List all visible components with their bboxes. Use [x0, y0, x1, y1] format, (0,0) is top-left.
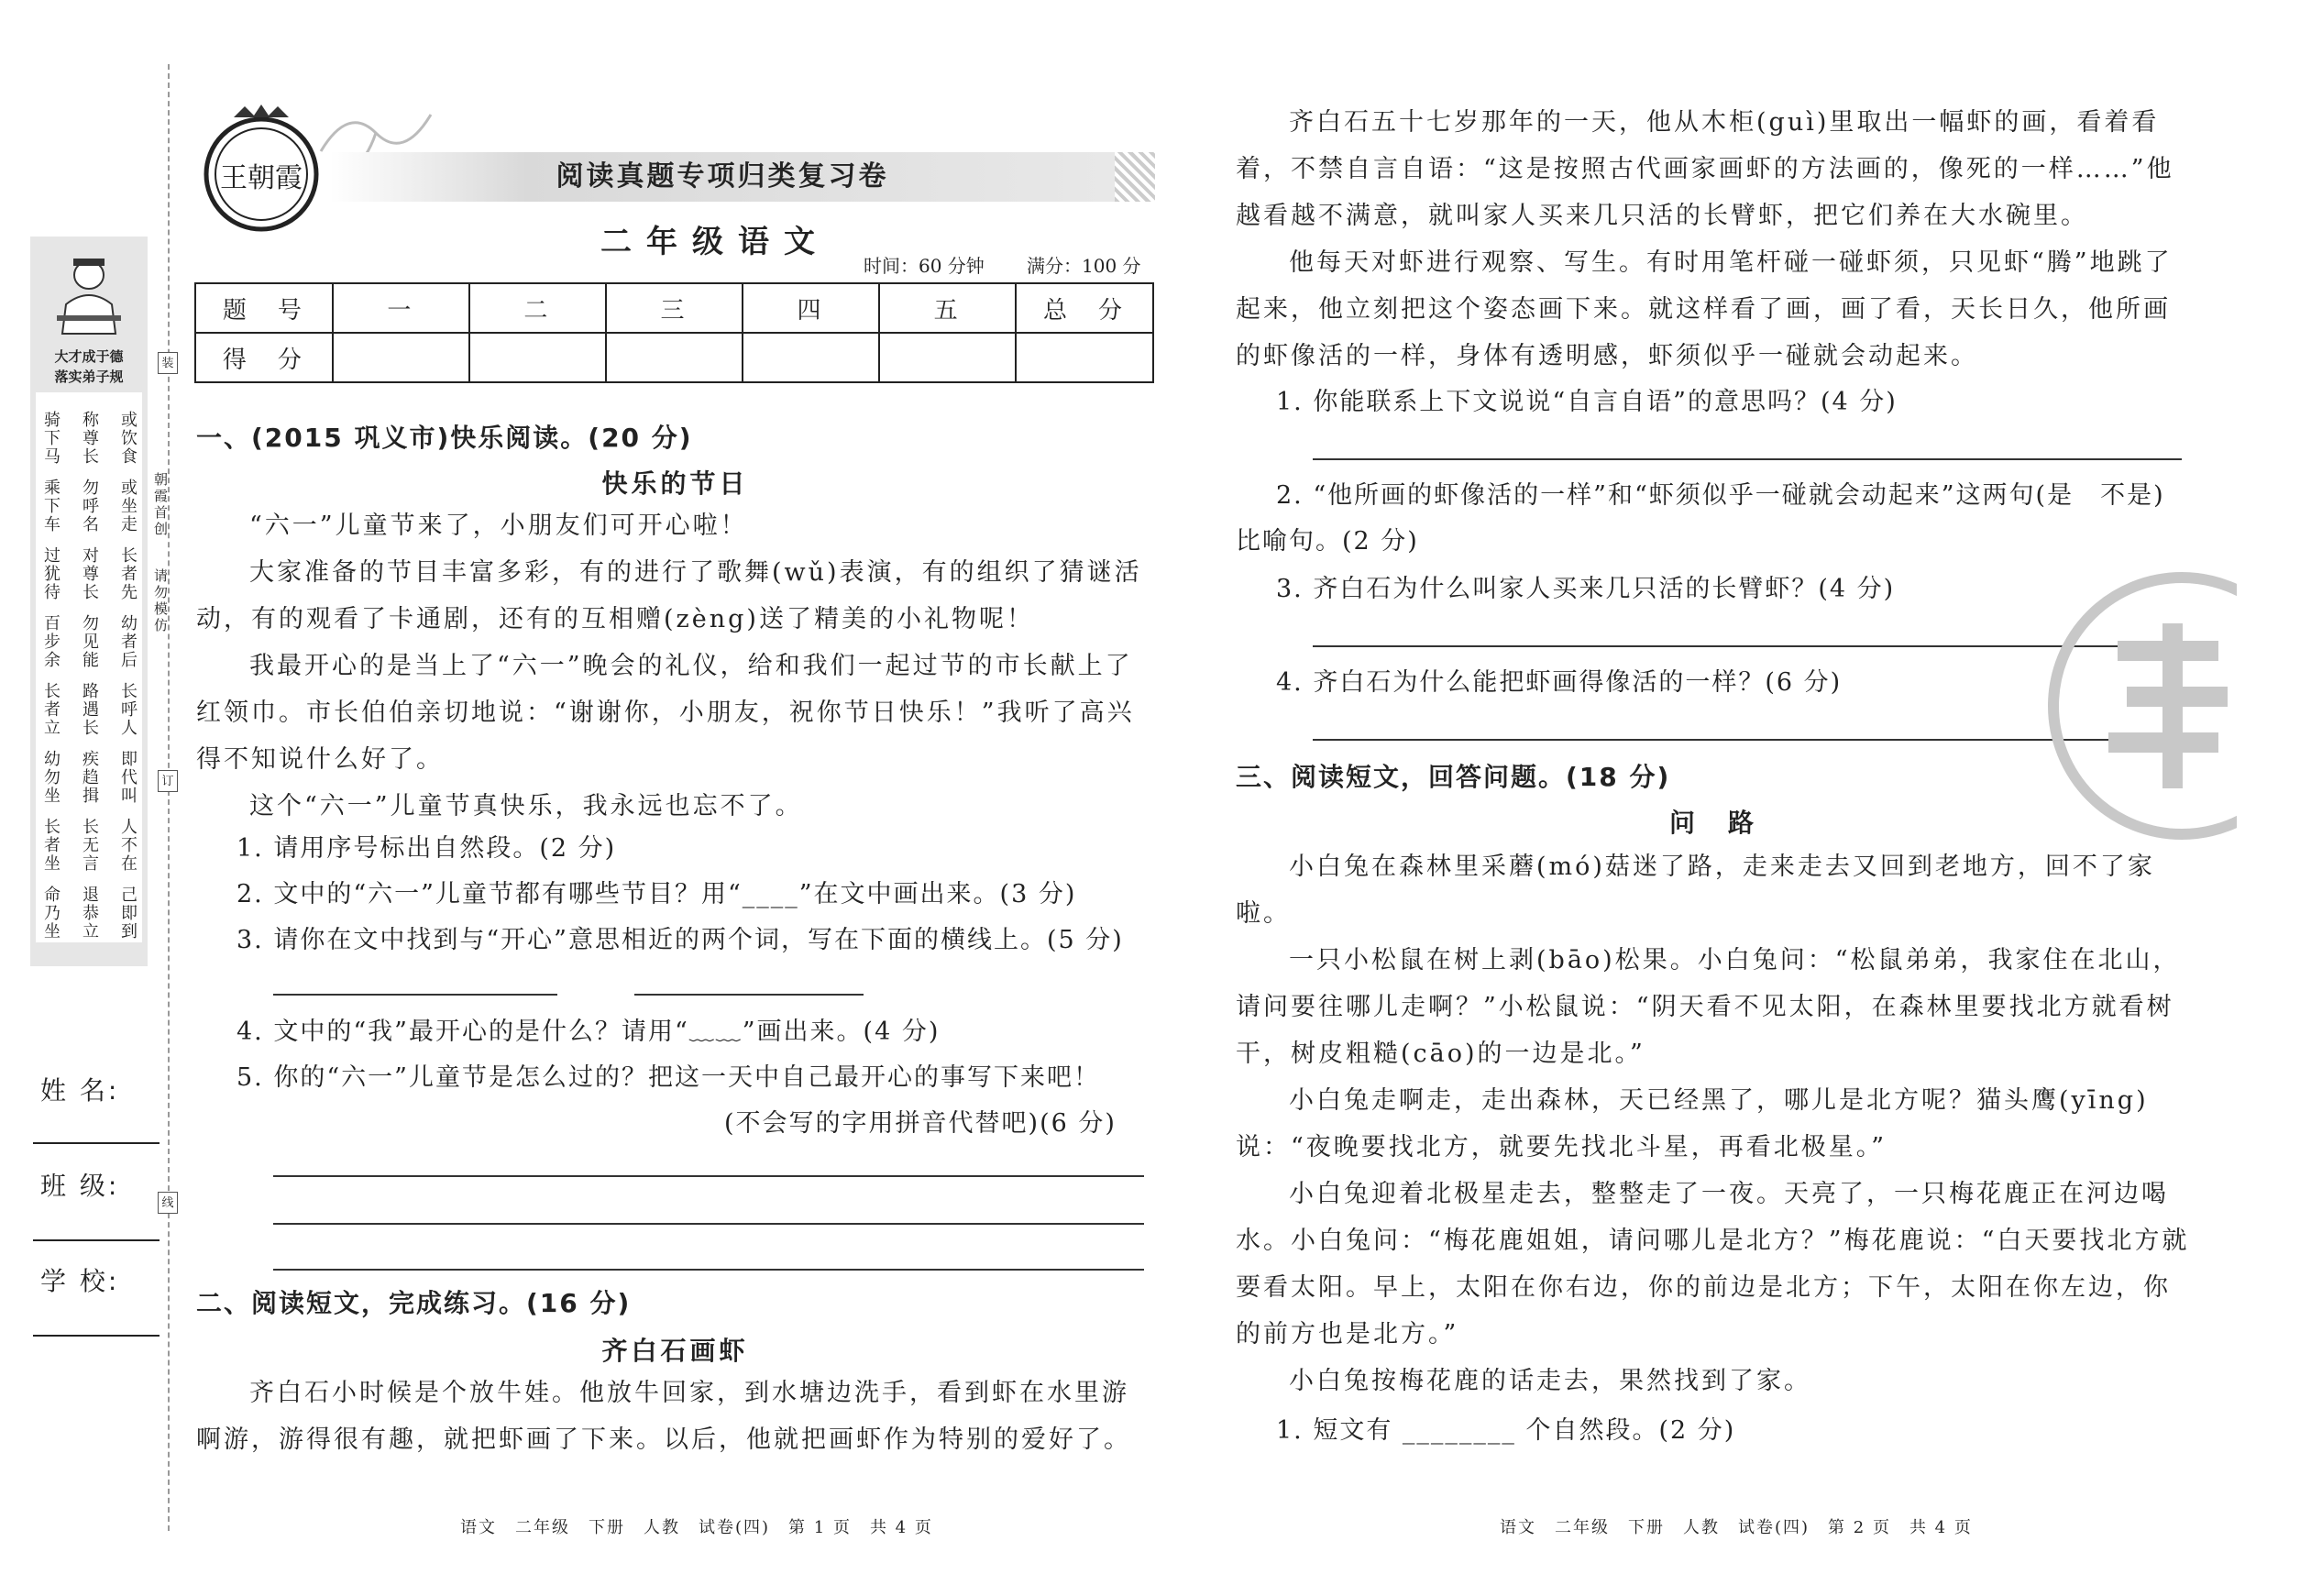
vertical-note-1: 朝霞首创 [152, 472, 169, 538]
rule-text: 长呼人 [118, 682, 138, 737]
section1-q5-answer-line-1[interactable] [273, 1175, 1144, 1177]
section3-paragraph: 小白兔走啊走，走出森林，天已经黑了，哪儿是北方呢？猫头鹰(yīng)说：“夜晚要找北方，就要先找北斗星，再看北极星。” [1236, 1086, 2149, 1161]
rule-text: 对尊长 [80, 546, 99, 601]
rule-text: 疾趋揖 [80, 750, 99, 805]
section1-q5-answer-line-2[interactable] [273, 1223, 1144, 1225]
school-input-line[interactable] [33, 1335, 160, 1337]
section3-question-1: 1. 短文有 ________ 个自然段。(2 分) [1276, 1416, 1736, 1445]
rule-text: 命乃坐 [41, 886, 61, 941]
rule-text: 过犹待 [41, 546, 61, 601]
score-cell-3: 三 [606, 283, 743, 333]
section2-paragraph: 齐白石五十七岁那年的一天，他从木柜(guì)里取出一幅虾的画，看着看着，不禁自言自语：“这是按照古代画家画虾的方法画的，像死的一样……”他越看越不满意，就叫家人买来几只活的长臂虾，把它们养在大水碗里。 [1236, 108, 2174, 230]
rules-group [39, 805, 138, 873]
rule-text: 路遇长 [80, 682, 99, 737]
score-row-label: 得 分 [195, 333, 333, 382]
section2-question-4: 4. 齐白石为什么能把虾画得像活的一样？(6 分) [1276, 668, 1843, 697]
binding-seal-3: 线 [158, 1192, 178, 1214]
rules-grid [36, 392, 142, 946]
rule-text: 长无言 [80, 818, 99, 873]
score-input-3[interactable] [606, 333, 743, 382]
section2-article-part1 [196, 1370, 1154, 1463]
rule-text: 骑下马 [41, 411, 61, 466]
section3-paragraph: 小白兔迎着北极星走去，整整走了一夜。天亮了，一只梅花鹿正在河边喝水。小白兔问：“梅花鹿姐姐，请问哪儿是北方？”梅花鹿说：“白天要找北方就要看太阳。早上，太阳在你右边，你的前边是北方；下午，太阳在你左边，你的前方也是北方。” [1236, 1180, 2190, 1348]
rule-text: 或饮食 [118, 411, 138, 466]
section2-heading: 二、阅读短文，完成练习。(16 分) [196, 1288, 632, 1318]
rule-text: 人不在 [118, 818, 138, 873]
section1-article-title: 快乐的节日 [601, 468, 749, 499]
section2-question-3: 3. 齐白石为什么叫家人买来几只活的长臂虾？(4 分) [1276, 575, 1896, 603]
score-input-5[interactable] [879, 333, 1016, 382]
class-input-line[interactable] [33, 1239, 160, 1241]
rule-text: 乘下车 [41, 479, 61, 534]
binding-seal-2: 订 [158, 770, 178, 792]
section3-article [1236, 843, 2191, 1404]
rule-text: 长者立 [41, 682, 61, 737]
section1-paragraph: 大家准备的节目丰富多彩，有的进行了歌舞(wǔ)表演，有的组织了猜谜活动，有的观看了卡通剧，还有的互相赠(zèng)送了精美的小礼物呢！ [196, 558, 1142, 633]
rule-text: 幼勿坐 [41, 750, 61, 805]
rule-text: 长者先 [118, 546, 138, 601]
rules-group [39, 534, 138, 601]
rule-text: 勿呼名 [80, 479, 99, 534]
class-label: 班 级: [40, 1171, 120, 1201]
name-label: 姓 名: [40, 1075, 120, 1106]
score-cell-4: 四 [743, 283, 879, 333]
section1-article [196, 502, 1154, 830]
rule-text: 称尊长 [80, 411, 99, 466]
section2-article-part2 [1236, 99, 2191, 380]
rule-text: 己即到 [118, 886, 138, 941]
rule-text: 退恭立 [80, 886, 99, 941]
section3-paragraph: 小白兔按梅花鹿的话走去，果然找到了家。 [1289, 1367, 1811, 1395]
section1-heading: 一、(2015 巩义市)快乐阅读。(20 分) [196, 423, 693, 453]
section1-q3-answer-line-1[interactable] [273, 994, 557, 996]
logo-text: 王朝霞 [220, 162, 303, 194]
rules-group [39, 466, 138, 534]
section1-paragraph: 我最开心的是当上了“六一”晚会的礼仪，给和我们一起过节的市长献上了红领巾。市长伯伯亲切地说：“谢谢你，小朋友，祝你节日快乐！”我听了高兴得不知说什么好了。 [196, 652, 1135, 774]
vertical-note-2: 请勿模仿 [152, 568, 169, 634]
score-table [194, 282, 1154, 383]
score-input-total[interactable] [1016, 333, 1153, 382]
rules-group [39, 669, 138, 737]
section1-question-5: 5. 你的“六一”儿童节是怎么过的？把这一天中自己最开心的事写下来吧！ [237, 1063, 1100, 1092]
rule-text: 勿见能 [80, 614, 99, 669]
section3-paragraph: 小白兔在森林里采蘑(mó)菇迷了路，走来走去又回到老地方，回不了家啦。 [1236, 853, 2155, 928]
score-cell-label: 题 号 [195, 283, 333, 333]
score-cell-2: 二 [469, 283, 606, 333]
rule-text: 幼者后 [118, 614, 138, 669]
score-table-input-row [195, 333, 1153, 382]
score-cell-1: 一 [333, 283, 469, 333]
rule-text: 或坐走 [118, 479, 138, 534]
school-label: 学 校: [40, 1266, 120, 1296]
section3-paragraph: 一只小松鼠在树上剥(bāo)松果。小白兔问：“松鼠弟弟，我家住在北山，请问要往哪儿走啊？”小松鼠说：“阴天看不见太阳，在森林里要找北方就看树干，树皮粗糙(cāo)的一边是北。” [1236, 946, 2181, 1068]
section2-paragraph: 齐白石小时候是个放牛娃。他放牛回家，到水塘边洗手，看到虾在水里游啊游，游得很有趣，就把虾画了下来。以后，他就把画虾作为特别的爱好了。 [196, 1379, 1131, 1454]
section1-question-5-note: (不会写的字用拼音代替吧)(6 分) [724, 1109, 1117, 1138]
section1-question-4: 4. 文中的“我”最开心的是什么？请用“﹏﹏”画出来。(4 分) [237, 1018, 941, 1046]
banner-pattern [1115, 152, 1155, 202]
watermark-stamp-icon [2035, 568, 2237, 843]
rule-text: 长者坐 [41, 818, 61, 873]
section2-question-2: 2. “他所画的虾像活的一样”和“虾须似乎一碰就会动起来”这两句(是 不是)比喻句。(2 分) [1236, 481, 2165, 556]
binding-seal-1: 装 [158, 352, 178, 374]
rules-group [39, 601, 138, 669]
binding-dashed-line [168, 64, 170, 1531]
exam-full-score: 满分：100 分 [1027, 255, 1141, 277]
footer-right: 语文 二年级 下册 人教 试卷(四) 第 2 页 共 4 页 [1500, 1518, 1973, 1537]
section1-q5-answer-line-3[interactable] [273, 1269, 1144, 1271]
section1-q3-answer-line-2[interactable] [634, 994, 864, 996]
sidebar-rules-inner [36, 392, 142, 942]
section1-question-2: 2. 文中的“六一”儿童节都有哪些节目？用“____”在文中画出来。(3 分) [237, 880, 1077, 908]
score-input-1[interactable] [333, 333, 469, 382]
sidebar-rules-panel [30, 237, 148, 966]
section1-question-1: 1. 请用序号标出自然段。(2 分) [237, 834, 617, 863]
scholar-figure-icon [48, 249, 130, 341]
title-banner [330, 152, 1115, 202]
rule-text: 即代叫 [118, 750, 138, 805]
section3-heading: 三、阅读短文，回答问题。(18 分) [1236, 762, 1671, 792]
score-input-2[interactable] [469, 333, 606, 382]
section2-article-title: 齐白石画虾 [601, 1336, 749, 1366]
name-input-line[interactable] [33, 1142, 160, 1144]
banner-title: 阅读真题专项归类复习卷 [556, 160, 889, 193]
rules-group [39, 737, 138, 805]
score-table-header-row [195, 283, 1153, 333]
section1-paragraph: 这个“六一”儿童节真快乐，我永远也忘不了。 [249, 792, 803, 820]
section3-article-title: 问 路 [1668, 808, 1757, 838]
sidebar-slogan-1: 大才成于德 [54, 348, 124, 365]
footer-left: 语文 二年级 下册 人教 试卷(四) 第 1 页 共 4 页 [460, 1518, 933, 1537]
rule-text: 百步余 [41, 614, 61, 669]
section1-paragraph: “六一”儿童节来了，小朋友们可开心啦！ [249, 512, 748, 540]
rules-group [39, 873, 138, 941]
score-cell-total: 总 分 [1016, 283, 1153, 333]
section1-question-3: 3. 请你在文中找到与“开心”意思相近的两个词，写在下面的横线上。(5 分) [237, 926, 1124, 954]
section2-q1-answer-line[interactable] [1313, 458, 2182, 460]
sidebar-slogan-2: 落实弟子规 [54, 369, 124, 385]
exam-time: 时间：60 分钟 [864, 255, 985, 277]
rules-group [39, 398, 138, 466]
subject-title: 二年级语文 [600, 224, 830, 260]
score-cell-5: 五 [879, 283, 1016, 333]
section2-paragraph: 他每天对虾进行观察、写生。有时用笔杆碰一碰虾须，只见虾“腾”地跳了起来，他立刻把这个姿态画下来。就这样看了画，画了看，天长日久，他所画的虾像活的一样，身体有透明感，虾须似乎一碰就会动起来。 [1236, 248, 2173, 370]
score-input-4[interactable] [743, 333, 879, 382]
section2-question-1: 1. 你能联系上下文说说“自言自语”的意思吗？(4 分) [1276, 388, 1898, 416]
